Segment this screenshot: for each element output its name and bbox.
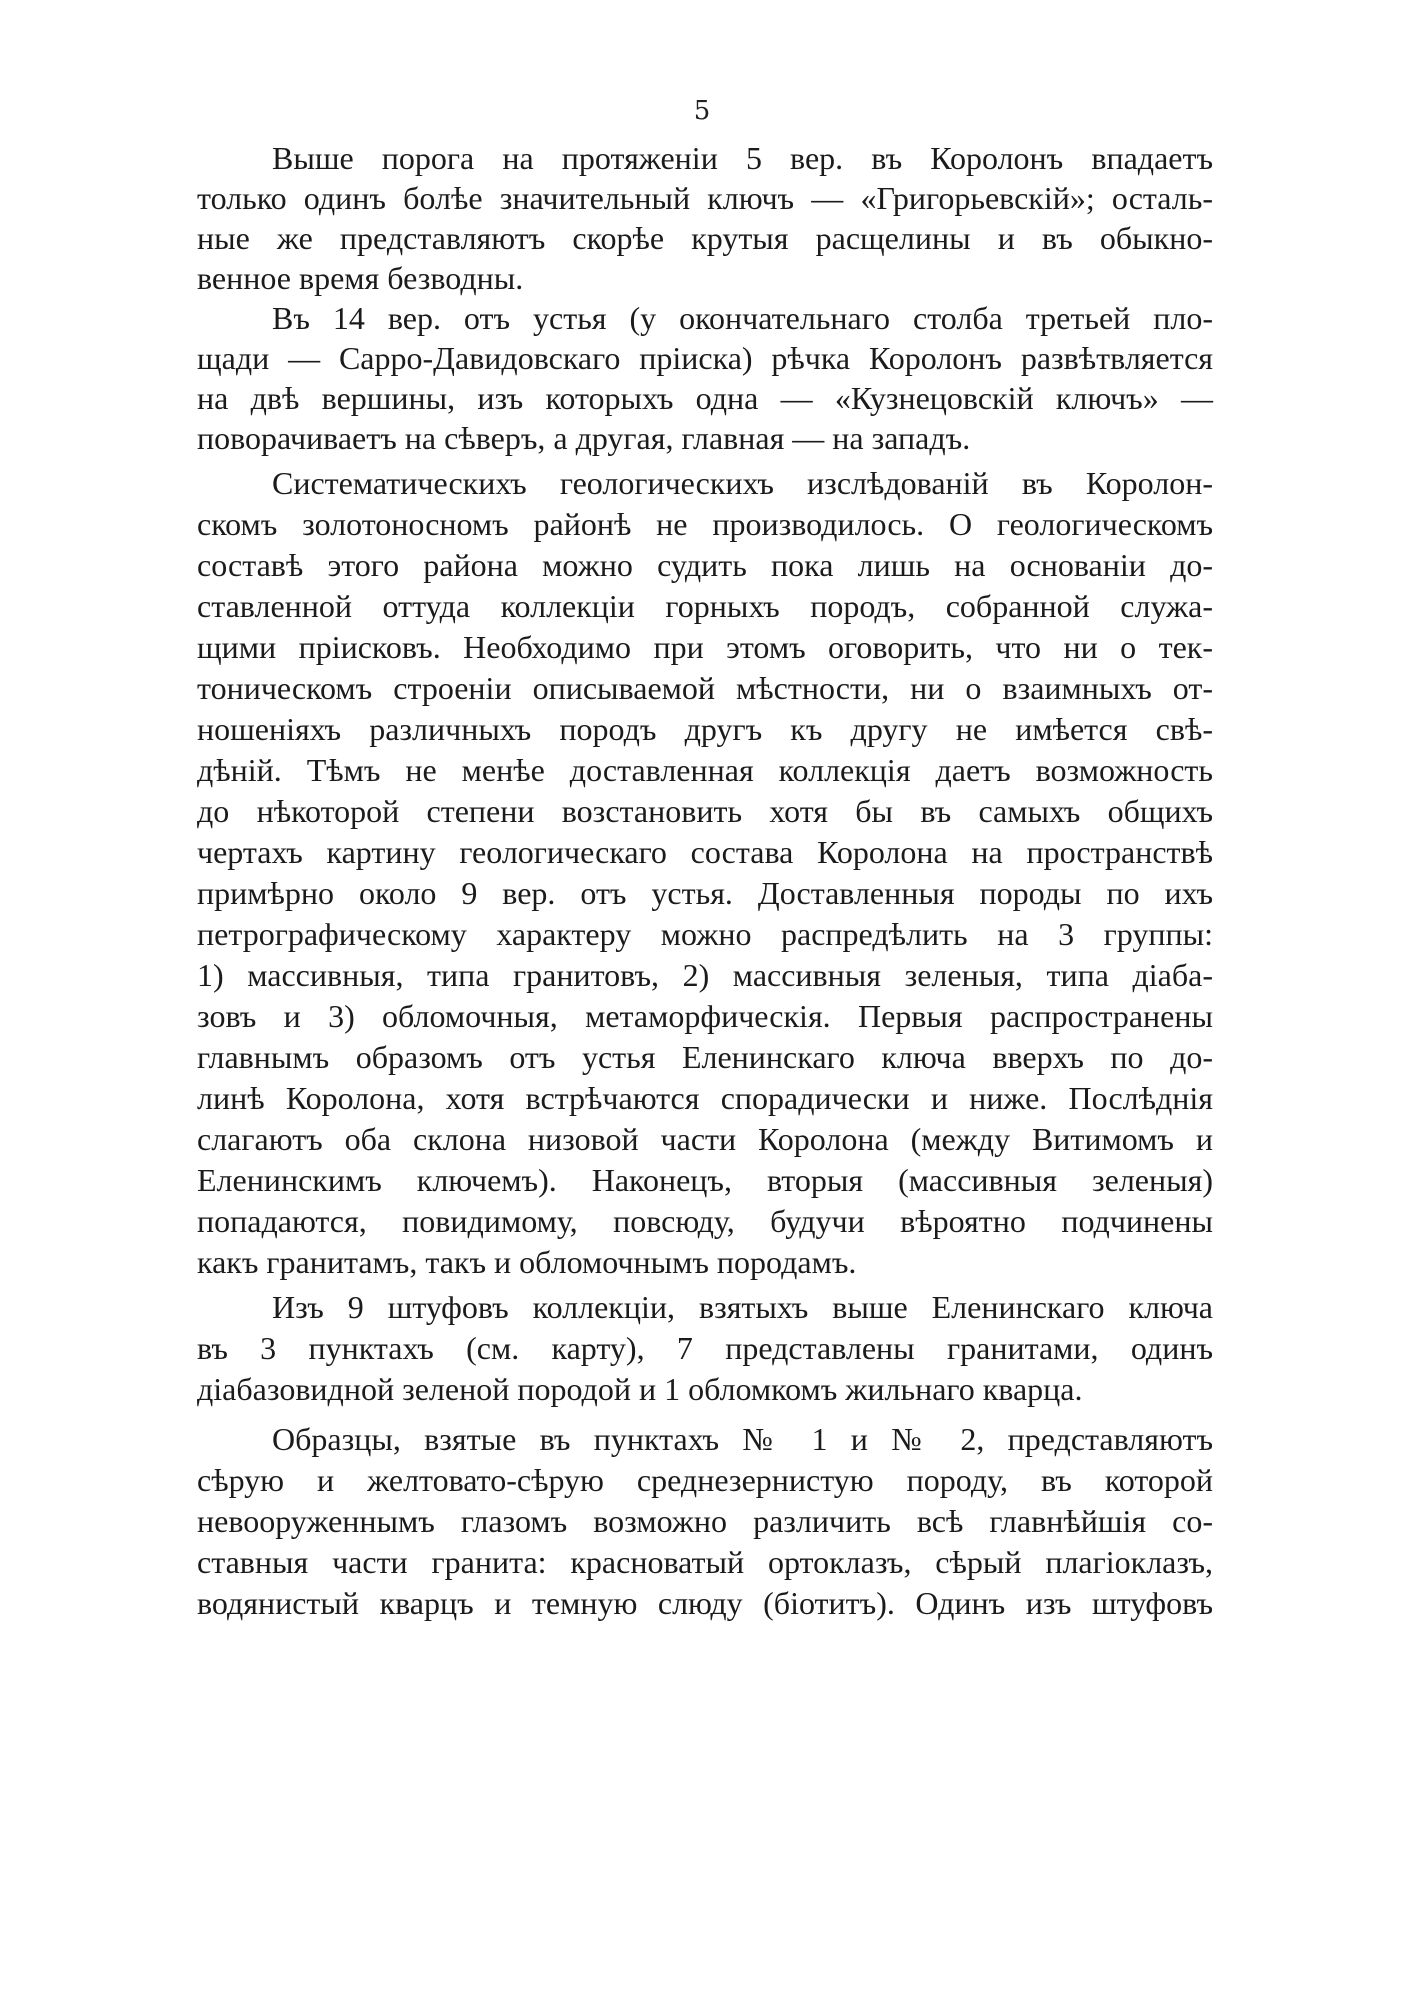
text-line: водянистый кварцъ и темную слюду (біотитъ). Одинъ изъ штуфовъ — [197, 1585, 1213, 1621]
text-line: Изъ 9 штуфовъ коллекціи, взятыхъ выше Еленинскаго ключа — [272, 1289, 1213, 1325]
text-line: ношеніяхъ различныхъ породъ другъ къ другу не имѣется свѣ- — [197, 711, 1213, 747]
text-line: ставныя части гранита: красноватый ортоклазъ, сѣрый плагіоклазъ, — [197, 1544, 1213, 1580]
text-line: поворачиваетъ на сѣверъ, а другая, главная — на западъ. — [197, 420, 971, 456]
text-line: въ 3 пунктахъ (см. карту), 7 представлены гранитами, одинъ — [197, 1330, 1213, 1366]
text-line: діабазовидной зеленой породой и 1 обломкомъ жильнаго кварца. — [197, 1371, 1083, 1407]
text-line: Систематическихъ геологическихъ изслѣдованій въ Королон- — [272, 465, 1213, 501]
text-line: венное время безводны. — [197, 260, 524, 296]
text-line: сѣрую и желтовато-сѣрую среднезернистую породу, въ которой — [197, 1462, 1213, 1498]
text-line: только одинъ болѣе значительный ключъ — «Григорьевскій»; осталь- — [197, 180, 1213, 216]
text-line: 1) массивныя, типа гранитовъ, 2) массивныя зеленыя, типа діаба- — [197, 957, 1213, 993]
text-line: чертахъ картину геологическаго состава Королона на пространствѣ — [197, 834, 1213, 870]
text-line: щади — Сарро-Давидовскаго пріиска) рѣчка Королонъ развѣтвляется — [197, 340, 1213, 376]
text-line: петрографическому характеру можно распредѣлить на 3 группы: — [197, 916, 1213, 952]
text-line: Образцы, взятые въ пунктахъ № 1 и № 2, представляютъ — [272, 1421, 1213, 1457]
text-line: невооруженнымъ глазомъ возможно различить всѣ главнѣйшія со- — [197, 1503, 1213, 1539]
text-line: линѣ Королона, хотя встрѣчаются спорадически и ниже. Послѣднія — [197, 1080, 1213, 1116]
page-number: 5 — [693, 96, 711, 126]
text-line: скомъ золотоносномъ районѣ не производилось. О геологическомъ — [197, 506, 1213, 542]
text-line: Выше порога на протяженіи 5 вер. въ Королонъ впадаетъ — [272, 140, 1213, 176]
text-line: составѣ этого района можно судить пока лишь на основаніи до- — [197, 547, 1213, 583]
text-line: попадаются, повидимому, повсюду, будучи вѣроятно подчинены — [197, 1203, 1213, 1239]
text-line: щими пріисковъ. Необходимо при этомъ оговорить, что ни о тек- — [197, 629, 1213, 665]
text-line: главнымъ образомъ отъ устья Еленинскаго ключа вверхъ по до- — [197, 1039, 1213, 1075]
text-line: слагаютъ оба склона низовой части Королона (между Витимомъ и — [197, 1121, 1213, 1157]
text-line: примѣрно около 9 вер. отъ устья. Доставленныя породы по ихъ — [197, 875, 1213, 911]
text-line: ставленной оттуда коллекціи горныхъ породъ, собранной служа- — [197, 588, 1213, 624]
text-line: зовъ и 3) обломочныя, метаморфическія. Первыя распространены — [197, 998, 1213, 1034]
text-line: ные же представляютъ скорѣе крутыя расщелины и въ обыкно- — [197, 220, 1213, 256]
text-line: на двѣ вершины, изъ которыхъ одна — «Кузнецовскій ключъ» — — [197, 380, 1213, 416]
text-line: до нѣкоторой степени возстановить хотя бы въ самыхъ общихъ — [197, 793, 1213, 829]
text-line: Еленинскимъ ключемъ). Наконецъ, вторыя (массивныя зеленыя) — [197, 1162, 1213, 1198]
text-line: дѣній. Тѣмъ не менѣе доставленная коллекція даетъ возможность — [197, 752, 1213, 788]
text-line: Въ 14 вер. отъ устья (у окончательнаго столба третьей пло- — [272, 300, 1213, 336]
text-line: какъ гранитамъ, такъ и обломочнымъ породамъ. — [197, 1244, 857, 1280]
text-line: тоническомъ строеніи описываемой мѣстности, ни о взаимныхъ от- — [197, 670, 1213, 706]
